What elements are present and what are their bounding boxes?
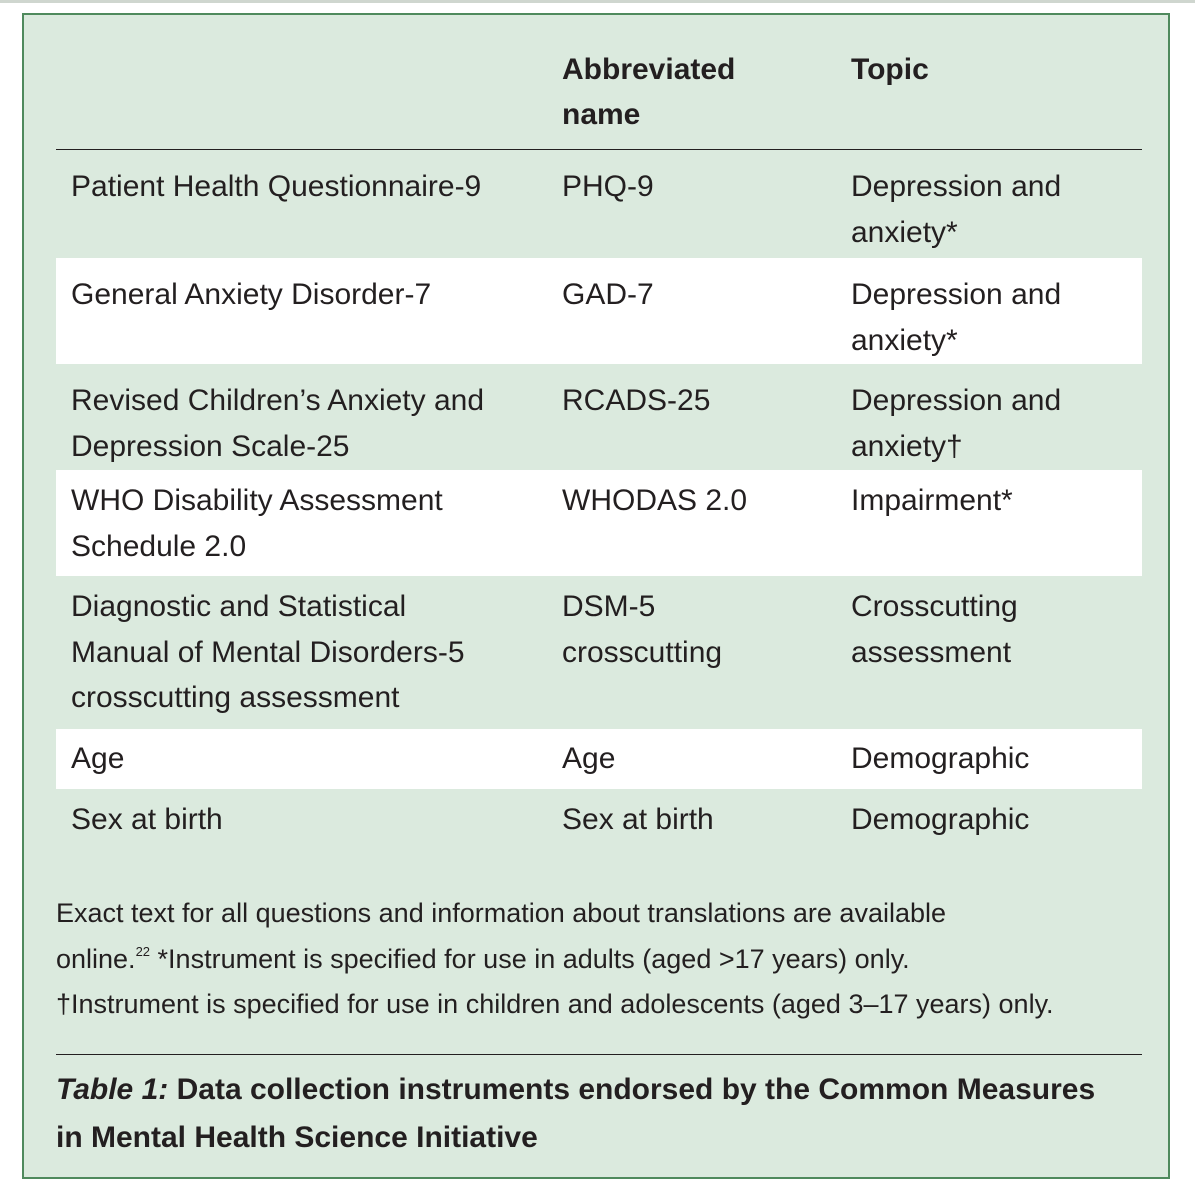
abbreviated-name — [562, 584, 832, 675]
instrument-name — [71, 478, 551, 569]
header-abbreviated-line: name — [562, 98, 641, 131]
instrument-table — [56, 15, 1142, 851]
cell-line: Schedule 2.0 — [71, 529, 247, 563]
cell-line: Depression and — [851, 384, 1062, 417]
header-topic: Topic — [851, 53, 929, 86]
topic — [851, 164, 1141, 255]
cell-line: Sex at birth — [562, 803, 714, 836]
abbreviated-name — [562, 797, 832, 843]
cell-line: Impairment* — [851, 484, 1013, 517]
caption-line: in Mental Health Science Initiative — [56, 1121, 538, 1154]
table-row — [56, 576, 1142, 729]
cell-line: Depression and — [851, 278, 1062, 311]
cell-line: Depression and — [851, 170, 1062, 203]
table-row — [56, 150, 1142, 258]
cell-line: RCADS-25 — [562, 384, 711, 417]
footnote-line — [56, 937, 1146, 983]
table-caption — [56, 1066, 1146, 1162]
cell-line: General Anxiety Disorder-7 — [71, 278, 432, 311]
cell-line: Diagnostic and Statistical — [71, 590, 407, 623]
abbreviated-name — [562, 164, 832, 210]
instrument-name — [71, 272, 551, 318]
caption-divider — [56, 1054, 1142, 1055]
topic — [851, 797, 1141, 843]
footnote-line: Exact text for all questions and information about translations are available — [56, 898, 947, 928]
table-row — [56, 470, 1142, 576]
topic — [851, 272, 1141, 363]
instrument-name — [71, 164, 551, 210]
cell-line: crosscutting — [562, 635, 723, 669]
caption-line — [56, 1066, 1146, 1114]
cell-line: anxiety† — [851, 429, 963, 463]
abbreviated-name — [562, 478, 832, 524]
instrument-name — [71, 378, 551, 469]
instrument-name — [71, 797, 551, 843]
instrument-name — [71, 584, 551, 721]
table-row — [56, 729, 1142, 789]
cell-line: PHQ-9 — [562, 170, 654, 203]
cell-line: Demographic — [851, 742, 1030, 775]
cell-line: WHODAS 2.0 — [562, 484, 748, 517]
table-panel — [22, 13, 1170, 1179]
reference-superscript: 22 — [135, 943, 151, 959]
cell-line: DSM-5 — [562, 590, 656, 623]
table-header — [56, 15, 1142, 150]
topic — [851, 478, 1141, 524]
abbreviated-name — [562, 736, 832, 782]
cell-line: Age — [562, 742, 616, 775]
table-footnote — [56, 891, 1146, 1028]
cell-line: anxiety* — [851, 323, 958, 357]
cell-line: Sex at birth — [71, 803, 223, 836]
cell-line: Revised Children’s Anxiety and — [71, 384, 485, 417]
abbreviated-name — [562, 378, 832, 424]
cell-line: Demographic — [851, 803, 1030, 836]
cell-line: Manual of Mental Disorders-5 — [71, 635, 465, 669]
cell-line: assessment — [851, 635, 1012, 669]
abbreviated-name — [562, 272, 832, 318]
table-row — [56, 789, 1142, 851]
topic — [851, 378, 1141, 469]
cell-line: Patient Health Questionnaire-9 — [71, 170, 482, 203]
header-abbreviated-name — [562, 47, 832, 137]
table-row — [56, 258, 1142, 364]
topic — [851, 736, 1141, 782]
cell-line: Age — [71, 742, 125, 775]
topic — [851, 584, 1141, 675]
top-divider — [0, 0, 1195, 3]
cell-line: crosscutting assessment — [71, 681, 400, 714]
cell-line: WHO Disability Assessment — [71, 484, 443, 517]
cell-line: anxiety* — [851, 215, 958, 249]
footnote-text: online. — [56, 943, 136, 974]
footnote-line: †Instrument is specified for use in children and adolescents (aged 3–17 years) only. — [56, 989, 1054, 1019]
instrument-name — [71, 736, 551, 782]
cell-line: Crosscutting — [851, 590, 1018, 623]
cell-line: GAD-7 — [562, 278, 654, 311]
footnote-text: *Instrument is specified for use in adults (aged >17 years) only. — [150, 943, 910, 974]
caption-label: Table 1: — [56, 1073, 169, 1106]
cell-line: Depression Scale-25 — [71, 429, 350, 463]
caption-text: Data collection instruments endorsed by the Common Measures — [168, 1073, 1096, 1106]
header-abbreviated-line: Abbreviated — [562, 53, 736, 86]
table-row — [56, 364, 1142, 470]
